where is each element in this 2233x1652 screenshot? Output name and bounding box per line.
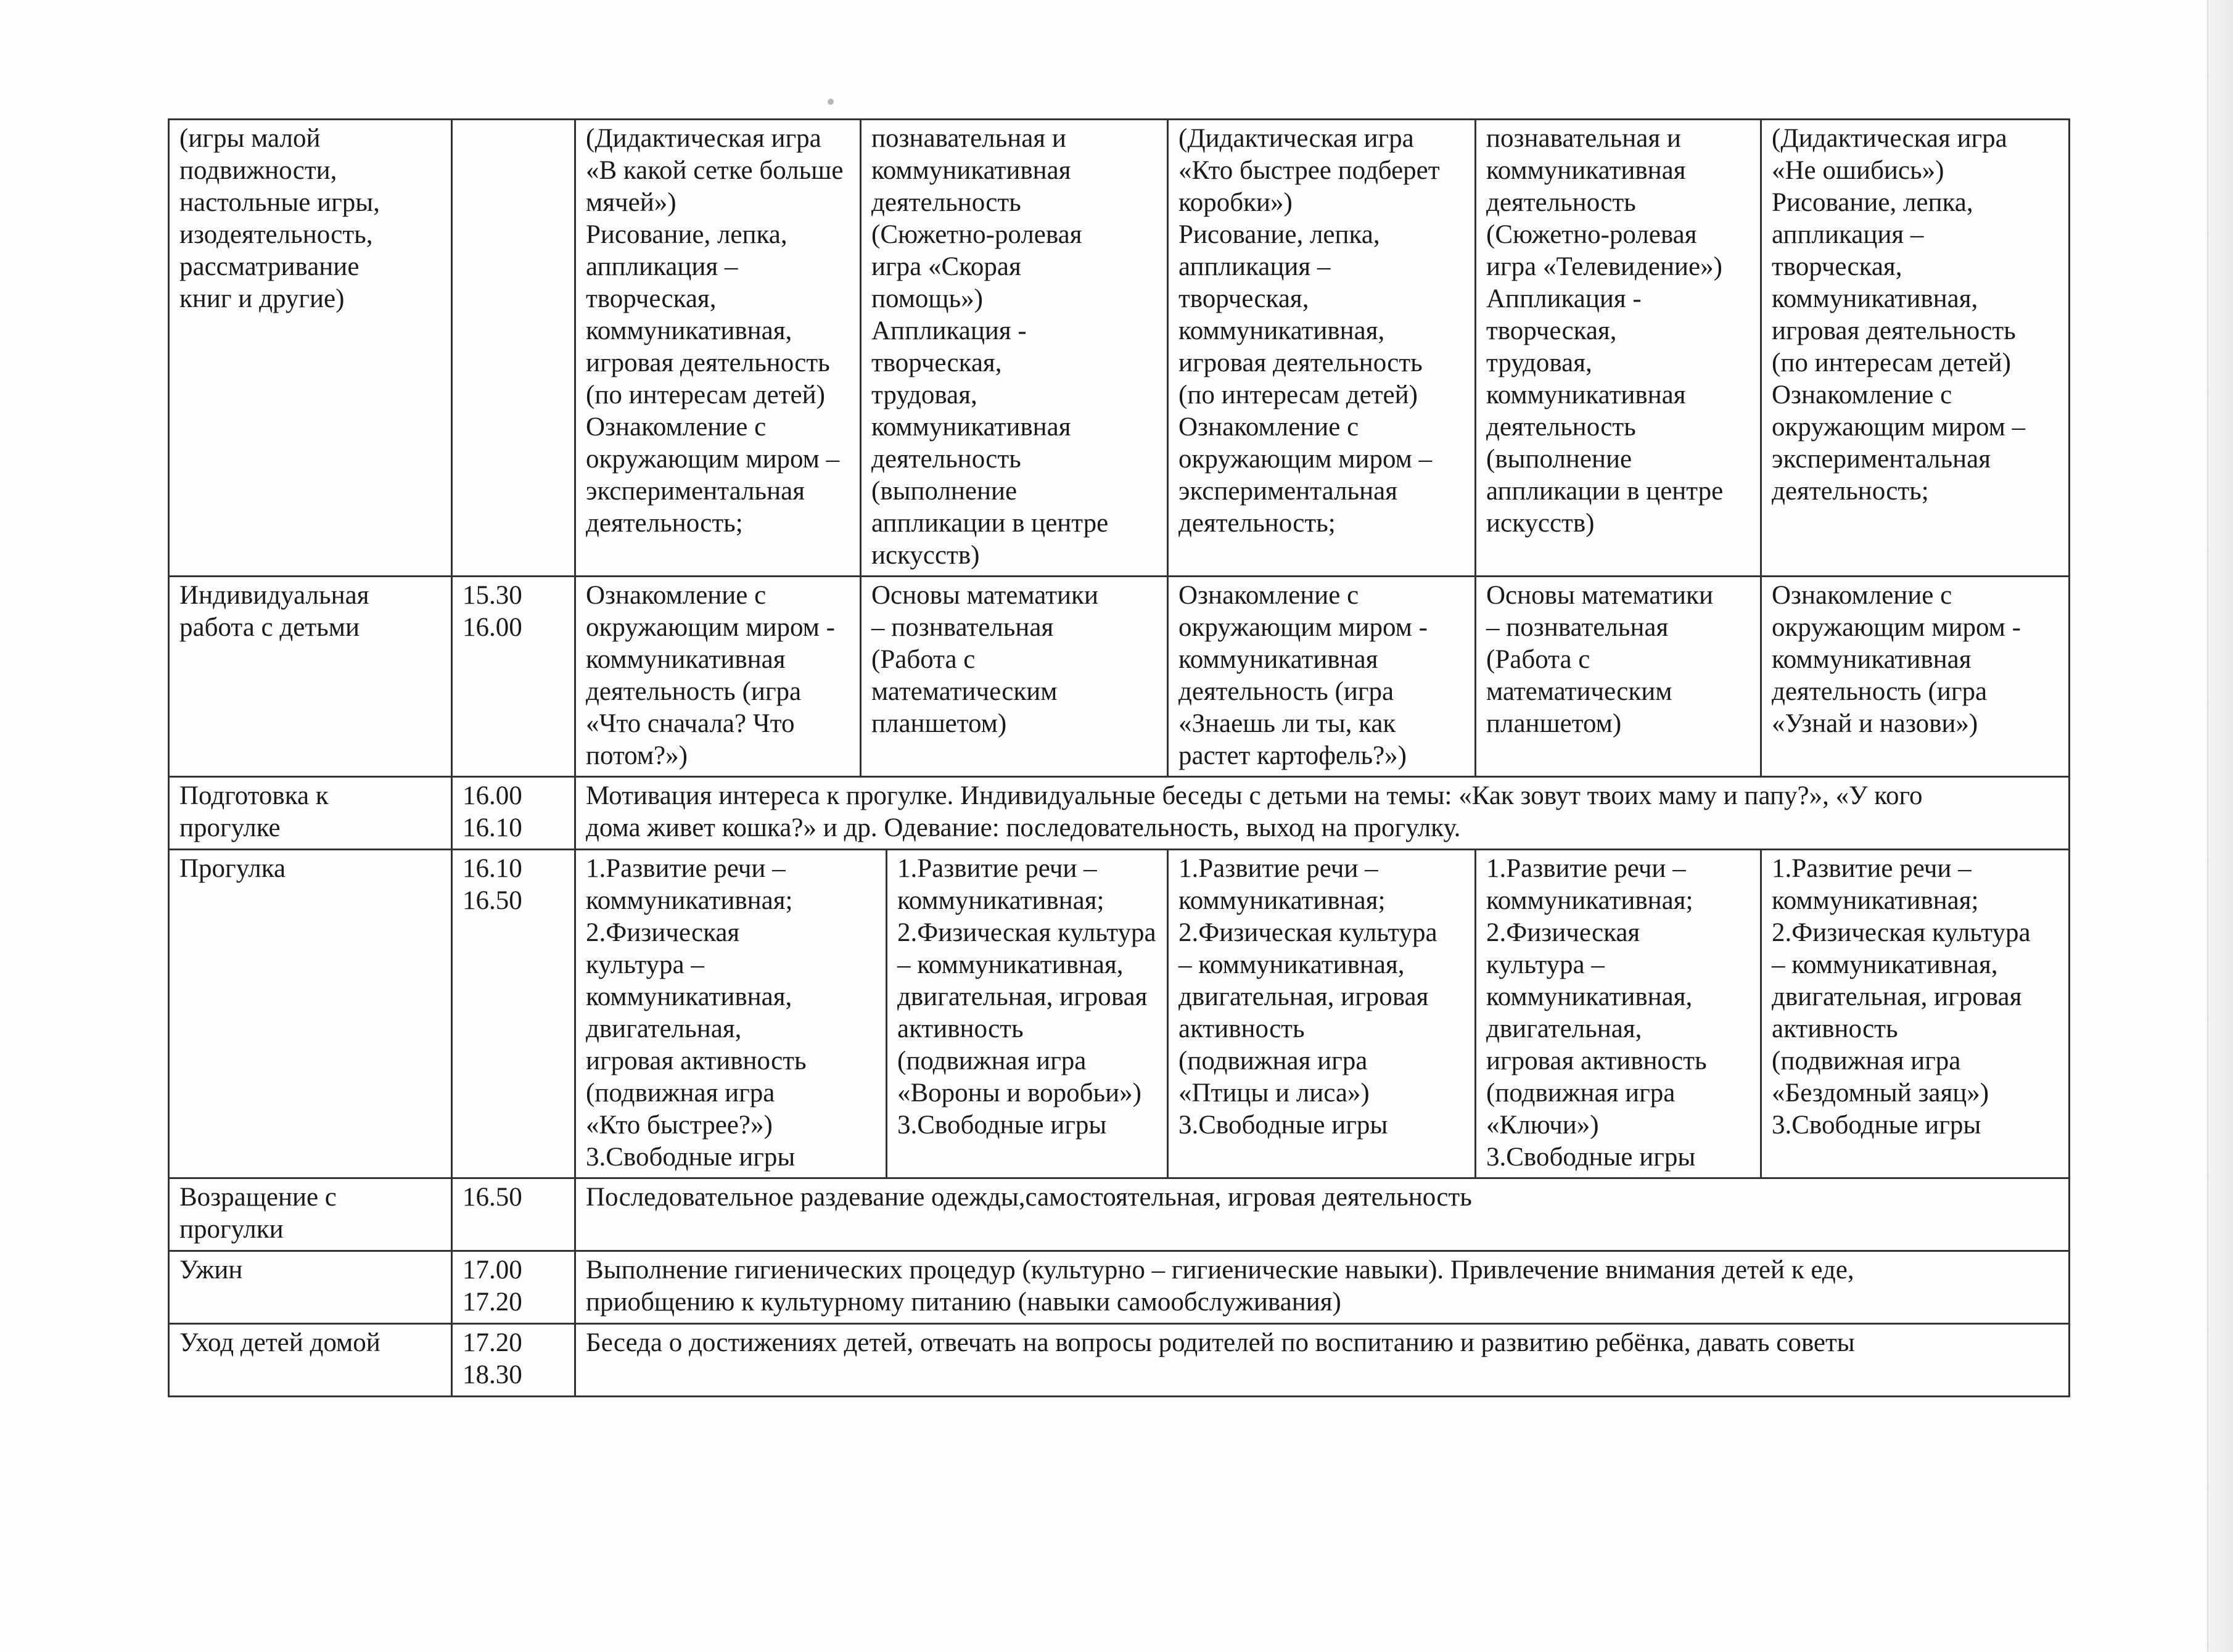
schedule-sheet	[168, 118, 2070, 1397]
activity-cell: Возращение с прогулки	[169, 1178, 452, 1251]
table-row	[169, 1251, 2070, 1324]
activity-cell: Прогулка	[169, 850, 452, 1178]
time-cell: 16.10 16.50	[452, 850, 575, 1178]
daily-schedule-table	[168, 118, 2070, 1397]
table-row	[169, 1178, 2070, 1251]
merged-description-cell: Последовательное раздевание одежды,самостоятельная, игровая деятельность	[575, 1178, 2070, 1251]
day-cell-4: Основы математики – познвательная (Работа с математическим планшетом)	[1476, 577, 1761, 777]
day-cell-2: Основы математики – познвательная (Работа с математическим планшетом)	[861, 577, 1168, 777]
day-cell-3: 1.Развитие речи – коммуникативная; 2.Физическая культура – коммуникативная, двигательная, игровая активность (подвижная игра «Птицы и лиса») 3.Свободные игры	[1168, 850, 1476, 1178]
activity-cell: Ужин	[169, 1251, 452, 1324]
time-cell	[452, 120, 575, 577]
day-cell-1: 1.Развитие речи – коммуникативная; 2.Физическая культура – коммуникативная, двигательная, игровая активность (подвижная игра «Кто быстрее?») 3.Свободные игры	[575, 850, 887, 1178]
day-cell-4: 1.Развитие речи – коммуникативная; 2.Физическая культура – коммуникативная, двигательная, игровая активность (подвижная игра «Ключи») 3.Свободные игры	[1476, 850, 1761, 1178]
table-row	[169, 777, 2070, 850]
day-cell-1: (Дидактическая игра «В какой сетке больше мячей») Рисование, лепка, аппликация – творческая, коммуникативная, игровая деятельность (по интересам детей) Ознакомление с окружающим миром – экспериментальная деятельность;	[575, 120, 861, 577]
activity-cell: Уход детей домой	[169, 1324, 452, 1397]
day-cell-5: (Дидактическая игра «Не ошибись») Рисование, лепка, аппликация – творческая, коммуникативная, игровая деятельность (по интересам детей) Ознакомление с окружающим миром – экспериментальная деятельность;	[1761, 120, 2070, 577]
merged-description-cell: Беседа о достижениях детей, отвечать на вопросы родителей по воспитанию и развитию ребёнка, давать советы	[575, 1324, 2070, 1397]
time-cell: 17.00 17.20	[452, 1251, 575, 1324]
time-cell: 16.50	[452, 1178, 575, 1251]
day-cell-2: познавательная и коммуникативная деятельность (Сюжетно-ролевая игра «Скорая помощь») Аппликация - творческая, трудовая, коммуникативная деятельность (выполнение аппликации в центре искусств)	[861, 120, 1168, 577]
merged-description-cell: Выполнение гигиенических процедур (культурно – гигиенические навыки). Привлечение внимания детей к еде, приобщению к культурному питанию (навыки самообслуживания)	[575, 1251, 2070, 1324]
activity-cell: Индивидуальная работа с детьми	[169, 577, 452, 777]
time-cell: 16.00 16.10	[452, 777, 575, 850]
day-cell-3: Ознакомление с окружающим миром - коммуникативная деятельность (игра «Знаешь ли ты, как растет картофель?»)	[1168, 577, 1476, 777]
day-cell-3: (Дидактическая игра «Кто быстрее подберет коробки») Рисование, лепка, аппликация – творческая, коммуникативная, игровая деятельность (по интересам детей) Ознакомление с окружающим миром – экспериментальная деятельность;	[1168, 120, 1476, 577]
scanner-page-edge	[2207, 0, 2233, 1652]
activity-cell: (игры малой подвижности, настольные игры, изодеятельность, рассматривание книг и другие)	[169, 120, 452, 577]
table-row	[169, 577, 2070, 777]
day-cell-1: Ознакомление с окружающим миром - коммуникативная деятельность (игра «Что сначала? Что потом?»)	[575, 577, 861, 777]
day-cell-2: 1.Развитие речи – коммуникативная; 2.Физическая культура – коммуникативная, двигательная, игровая активность (подвижная игра «Вороны и воробьи») 3.Свободные игры	[887, 850, 1168, 1178]
table-row	[169, 1324, 2070, 1397]
time-cell: 15.30 16.00	[452, 577, 575, 777]
activity-cell: Подготовка к прогулке	[169, 777, 452, 850]
time-cell: 17.20 18.30	[452, 1324, 575, 1397]
merged-description-cell: Мотивация интереса к прогулке. Индивидуальные беседы с детьми на темы: «Как зовут твоих маму и папу?», «У кого дома живет кошка?» и др. Одевание: последовательность, выход на прогулку.	[575, 777, 2070, 850]
day-cell-5: Ознакомление с окружающим миром - коммуникативная деятельность (игра «Узнай и назови»)	[1761, 577, 2070, 777]
day-cell-5: 1.Развитие речи – коммуникативная; 2.Физическая культура – коммуникативная, двигательная, игровая активность (подвижная игра «Бездомный заяц») 3.Свободные игры	[1761, 850, 2070, 1178]
scan-dust-speck	[828, 99, 834, 105]
table-row	[169, 120, 2070, 577]
day-cell-4: познавательная и коммуникативная деятельность (Сюжетно-ролевая игра «Телевидение») Аппликация - творческая, трудовая, коммуникативная деятельность (выполнение аппликации в центре искусств)	[1476, 120, 1761, 577]
table-row	[169, 850, 2070, 1178]
